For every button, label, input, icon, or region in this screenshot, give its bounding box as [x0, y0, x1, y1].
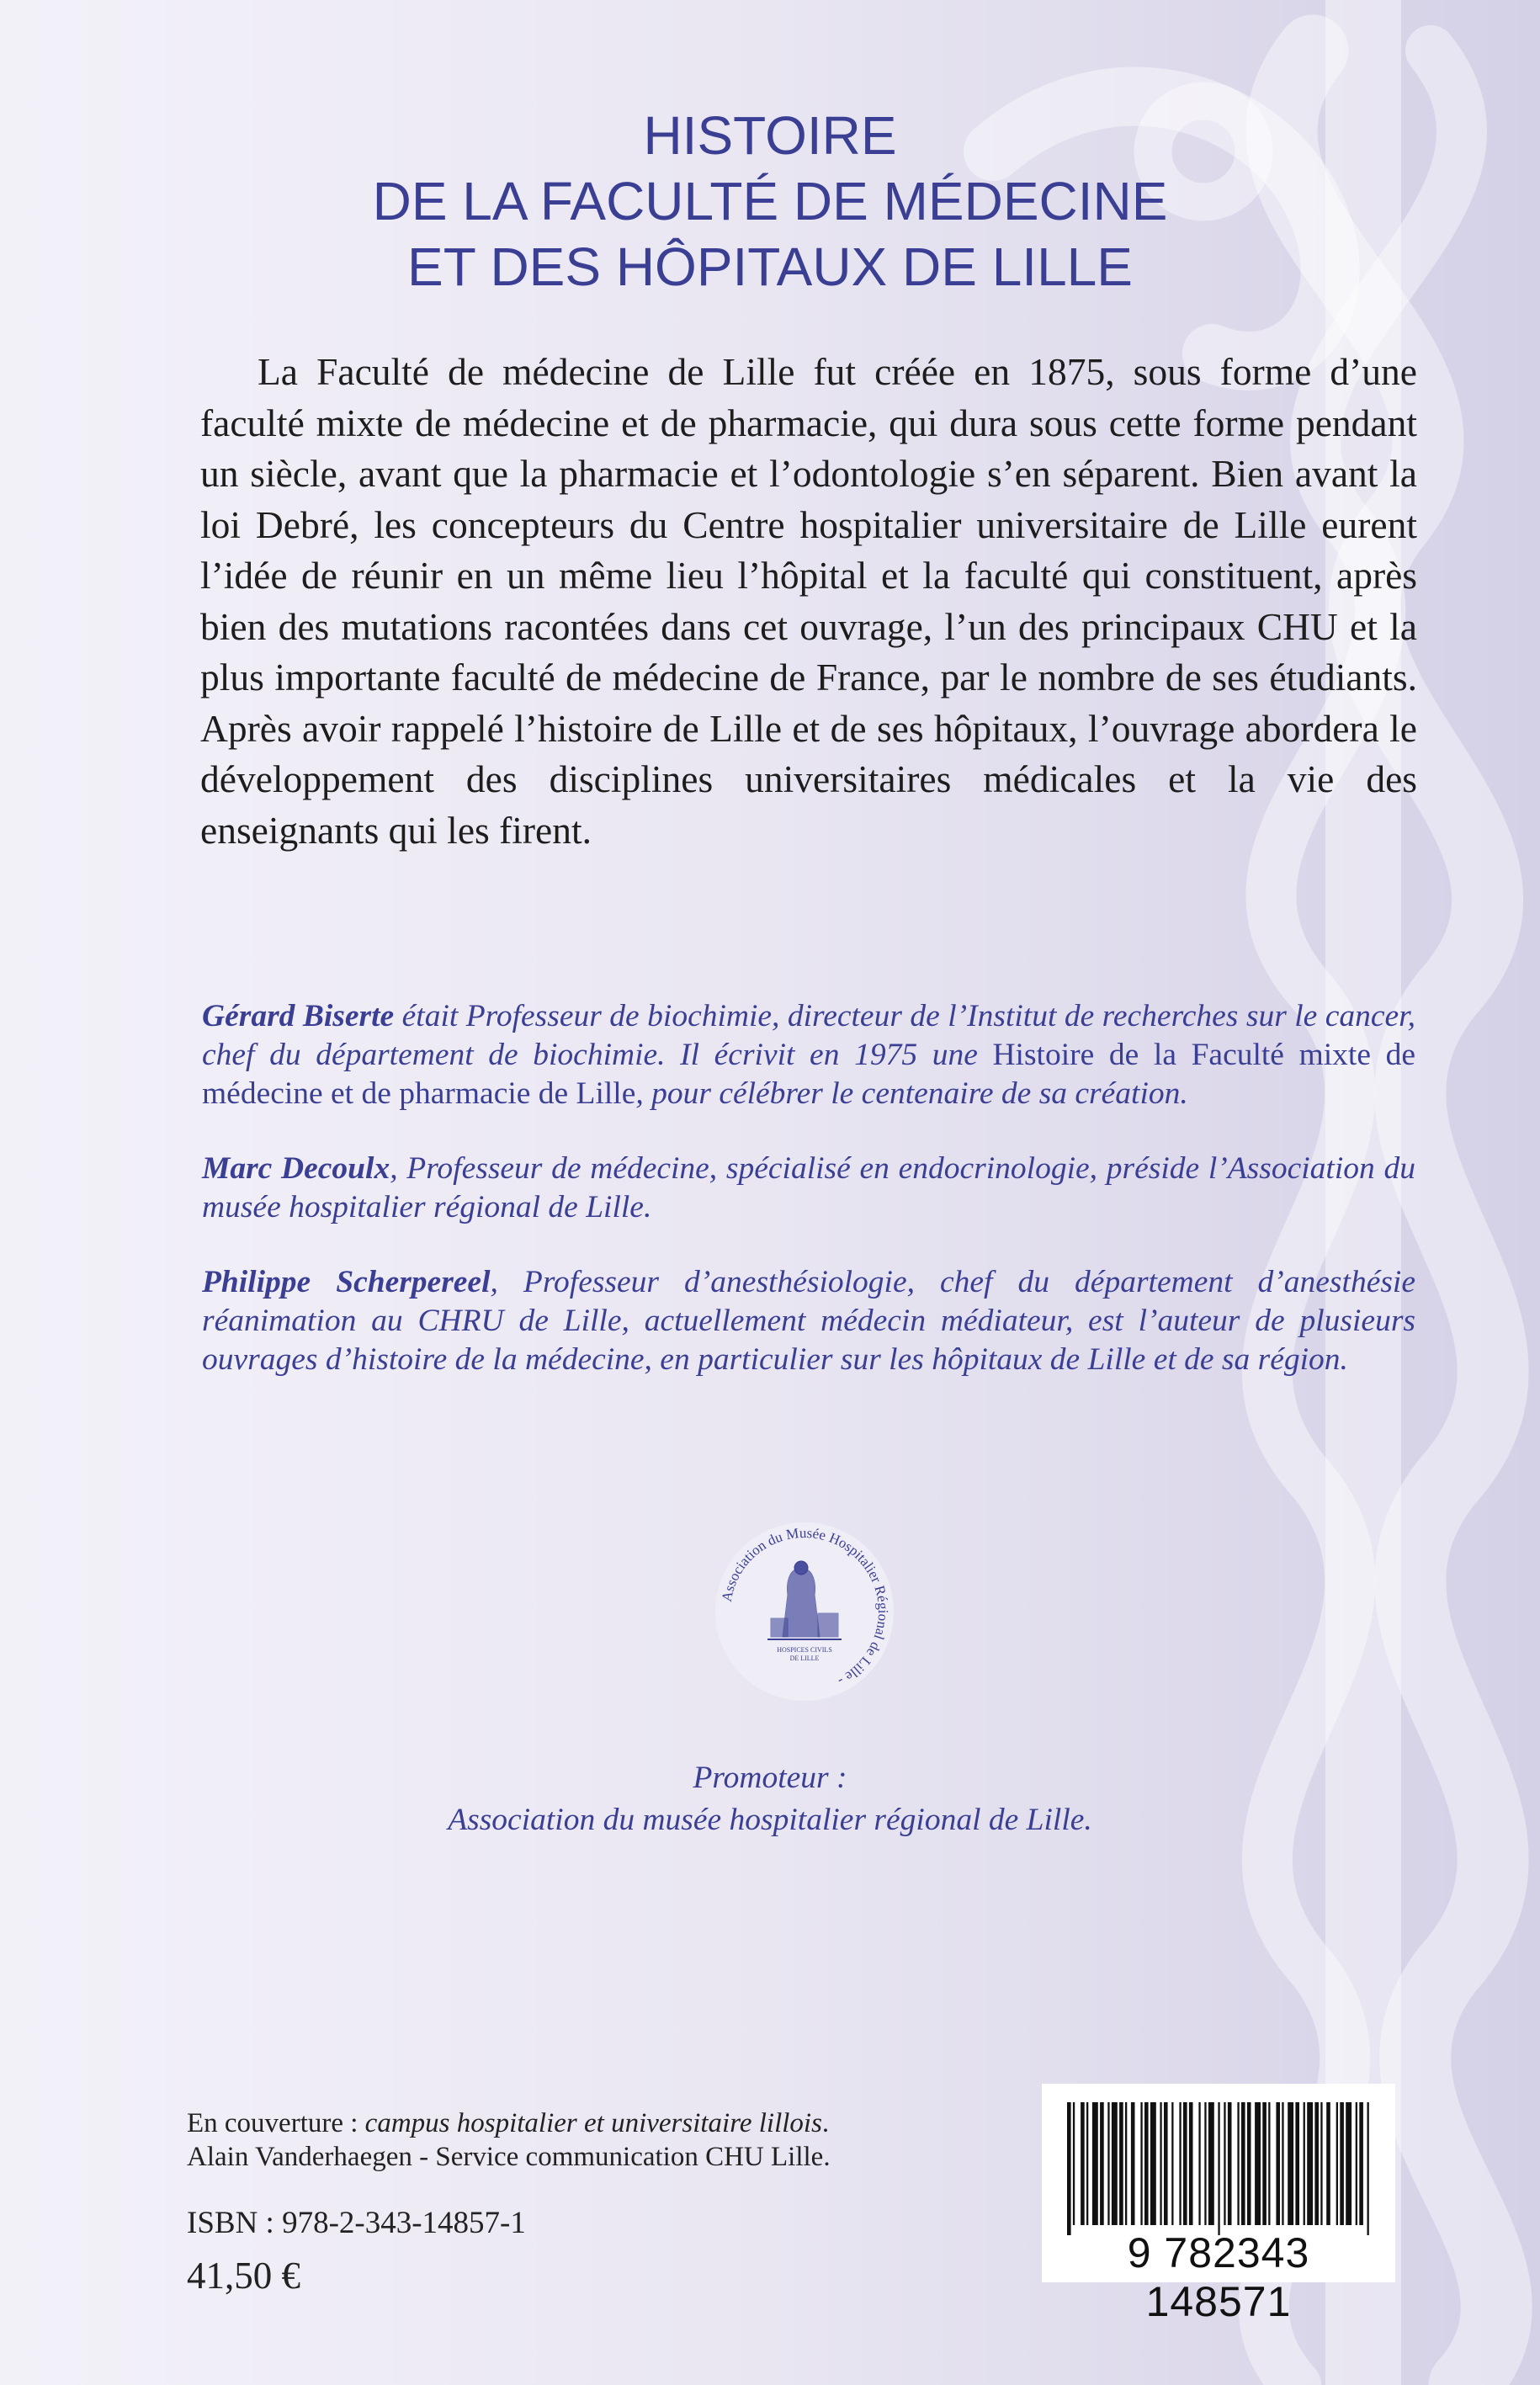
barcode-bar	[1359, 2102, 1363, 2225]
barcode	[1042, 2084, 1395, 2325]
barcode-bar	[1282, 2102, 1283, 2225]
barcode-bar	[1179, 2102, 1181, 2225]
isbn: ISBN : 978-2-343-14857-1	[187, 2206, 526, 2240]
barcode-bar	[1107, 2102, 1109, 2225]
author-name-biserte: Gérard Biserte	[202, 999, 395, 1033]
barcode-bar	[1224, 2102, 1225, 2225]
barcode-bar	[1307, 2102, 1313, 2225]
barcode-bar	[1144, 2102, 1149, 2225]
promoter-name: Association du musée hospitalier régional de Lille.	[448, 1803, 1092, 1837]
promoter-block	[252, 1757, 1288, 1841]
bio-biserte-text2: , pour célébrer le centenaire de sa création.	[635, 1076, 1188, 1111]
barcode-bar	[1073, 2102, 1075, 2225]
barcode-bar	[1189, 2102, 1193, 2225]
seal-ring-text: Association du Musée Hospitalier Régional de Lille -	[718, 1524, 892, 1690]
barcode-bar	[1356, 2102, 1357, 2225]
price: 41,50 €	[187, 2255, 300, 2297]
barcode-bar	[1241, 2102, 1245, 2225]
barcode-bar	[1140, 2102, 1142, 2225]
museum-seal-logo	[712, 1519, 897, 1704]
barcode-bar	[1067, 2102, 1071, 2235]
cover-caption-end: .	[821, 2108, 830, 2138]
barcode-bar	[1112, 2102, 1118, 2225]
barcode-bar	[1255, 2102, 1261, 2225]
barcode-bar	[1208, 2102, 1214, 2225]
barcode-digits: 9 782343 148571	[1127, 2229, 1310, 2325]
barcode-bar	[1218, 2102, 1219, 2235]
bio-scherpereel-text: , Professeur d’anesthésiologie, chef du département d’anesthésie réanimation au CHRU de Lille, actuellement médecin médiateur, est l’auteur de plusieurs ouvrages d’histoire de la médecine, en particulier sur les hôpitaux de Lille et de sa région.	[202, 1265, 1415, 1377]
bio-decoulx-text: , Professeur de médecine, spécialisé en endocrinologie, préside l’Association du musée hospitalier régional de Lille.	[202, 1151, 1415, 1224]
bio-biserte	[202, 997, 1415, 1113]
barcode-bar	[1367, 2102, 1369, 2235]
cover-caption: campus hospitalier et universitaire lillois	[364, 2108, 822, 2138]
barcode-bar	[1171, 2102, 1173, 2225]
barcode-bar	[1131, 2102, 1135, 2225]
barcode-bar	[1320, 2102, 1322, 2225]
barcode-bar	[1119, 2102, 1123, 2225]
barcode-bar	[1204, 2102, 1206, 2225]
cover-credits	[187, 2106, 831, 2174]
barcode-bar	[1326, 2102, 1330, 2225]
bio-biserte-book-title: Histoire de la Faculté mixte de médecine et de pharmacie de Lille	[202, 1038, 1415, 1111]
cover-credit-label: En couverture :	[187, 2108, 365, 2138]
seal-inner-text-2: DE LILLE	[789, 1655, 820, 1662]
barcode-bar	[1304, 2102, 1305, 2225]
barcode-bar	[1276, 2102, 1280, 2225]
barcode-bar	[1198, 2102, 1200, 2225]
author-name-decoulx: Marc Decoulx	[202, 1151, 390, 1186]
seal-inner-text-1: HOSPICES CIVILS	[777, 1646, 832, 1654]
barcode-bar	[1247, 2102, 1251, 2225]
barcode-bar	[1340, 2102, 1344, 2225]
promoter-label: Promoteur :	[693, 1761, 847, 1795]
barcode-bar	[1150, 2102, 1156, 2225]
book-blurb: La Faculté de médecine de Lille fut créée en 1875, sous forme d’une faculté mixte de médecine et de pharmacie, qui dura sous cette forme pendant un siècle, avant que la pharmacie et l’odontologie s’en séparent. Bien avant la loi Debré, les concepteurs du Centre hospitalier universitaire de Lille eurent l’idée de réunir en un même lieu l’hôpital et la faculté qui constituent, après bien des mutations racontées dans cet ouvrage, l’un des principaux CHU et la plus importante faculté de médecine de France, par le nombre de ses étudiants. Après avoir rappelé l’histoire de Lille et de ses hôpitaux, l’ouvrage abordera le développement des disciplines universitaires médicales et la vie des enseignants qui les firent.	[200, 350, 1417, 852]
barcode-bar	[1295, 2102, 1299, 2225]
bio-scherpereel	[202, 1263, 1415, 1379]
barcode-bar	[1160, 2102, 1161, 2225]
barcode-bar	[1262, 2102, 1267, 2225]
barcode-bar	[1346, 2102, 1351, 2225]
title-line-3: ET DES HÔPITAUX DE LILLE	[407, 236, 1133, 297]
barcode-bar	[1228, 2102, 1232, 2225]
barcode-bar	[1081, 2102, 1085, 2225]
title-line-1: HISTOIRE	[643, 105, 897, 166]
cover-photographer: Alain Vanderhaegen - Service communication CHU Lille.	[187, 2142, 831, 2172]
barcode-bar	[1086, 2102, 1088, 2225]
barcode-bar	[1288, 2102, 1293, 2225]
barcode-bar	[1268, 2102, 1270, 2225]
author-name-scherpereel: Philippe Scherpereel	[202, 1265, 491, 1299]
book-title	[252, 103, 1288, 300]
barcode-bar	[1237, 2102, 1239, 2225]
barcode-bar	[1092, 2102, 1098, 2225]
bio-decoulx	[202, 1150, 1415, 1227]
cover-caption-line	[187, 2106, 831, 2140]
barcode-bar	[1314, 2102, 1319, 2225]
barcode-bar	[1183, 2102, 1187, 2225]
bio-biserte-text1: était Professeur de biochimie, directeur de l’Institut de recherches sur le cancer, chef du département de biochimie. Il écrivit en 1975 une	[202, 999, 1415, 1072]
title-line-2: DE LA FACULTÉ DE MÉDECINE	[372, 171, 1168, 231]
author-bios	[202, 997, 1415, 1416]
barcode-bar	[1125, 2102, 1127, 2225]
barcode-bar	[1336, 2102, 1338, 2225]
barcode-bar	[1164, 2102, 1168, 2225]
barcode-bar	[1100, 2102, 1104, 2225]
